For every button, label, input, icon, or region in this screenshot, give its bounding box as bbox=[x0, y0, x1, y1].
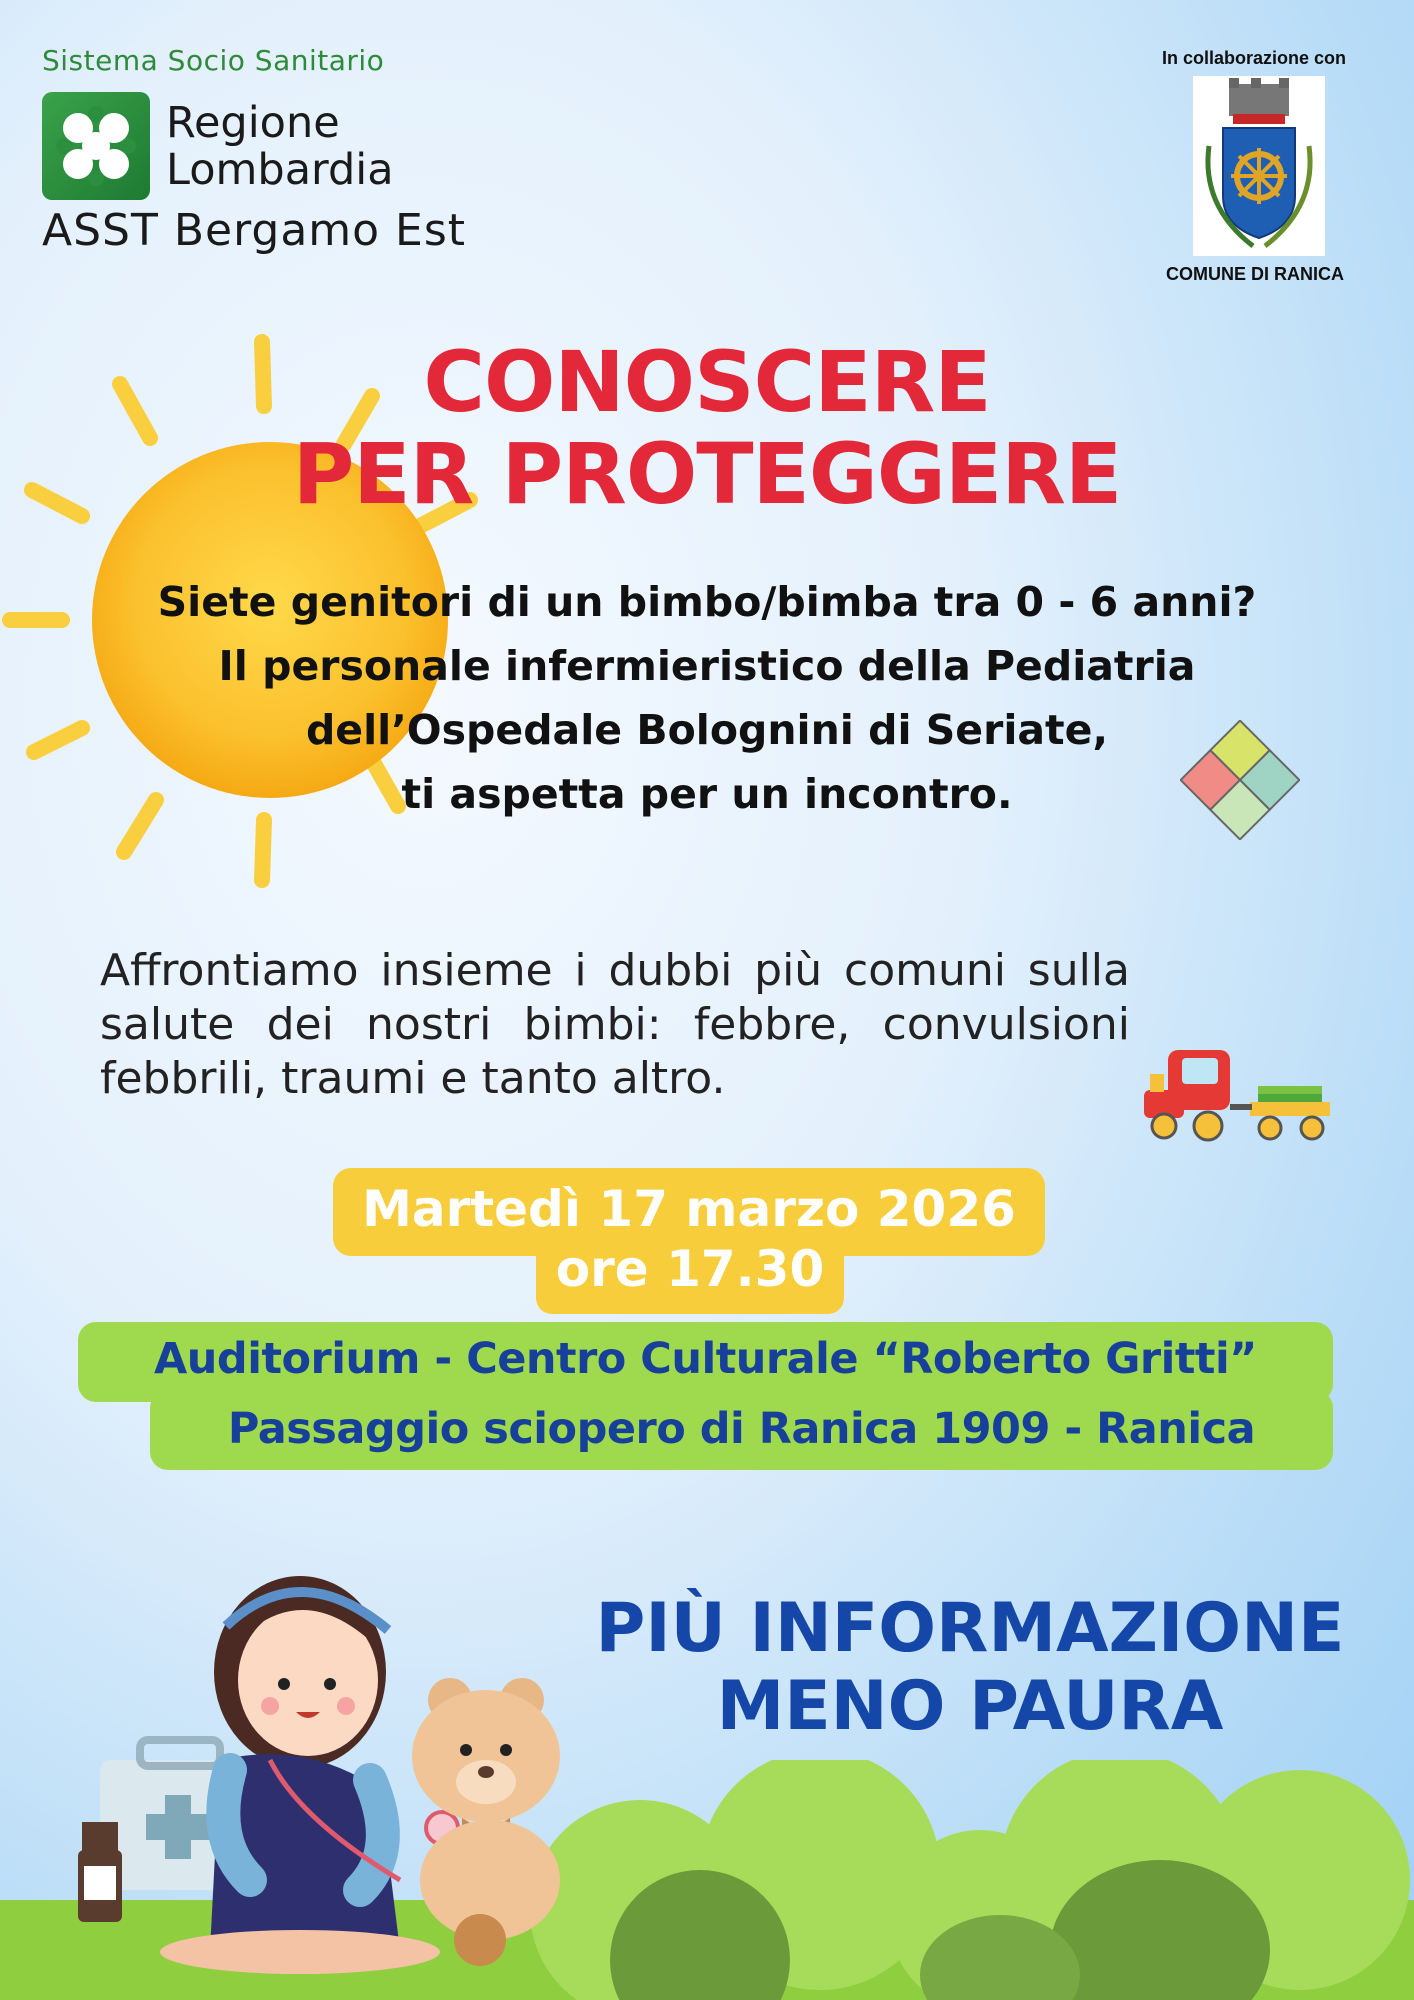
body-text: Affrontiamo insieme i dubbi più comuni sulla salute dei nostri bimbi: febbre, convulsioni febbrili, traumi e tanto altro. bbox=[100, 945, 1130, 1104]
municipality-name: COMUNE DI RANICA bbox=[1166, 264, 1344, 284]
intro-text bbox=[100, 570, 1314, 826]
regione-lombardia-logo-icon bbox=[42, 92, 150, 200]
event-time: ore 17.30 bbox=[555, 1240, 825, 1298]
intro-line: Siete genitori di un bimbo/bimba tra 0 - 6 anni? bbox=[157, 578, 1257, 626]
intro-line: Il personale infermieristico della Pediatria bbox=[218, 642, 1196, 690]
ranica-coat-of-arms-icon bbox=[1193, 76, 1325, 256]
slogan-line2: MENO PAURA bbox=[716, 1667, 1224, 1746]
region-name bbox=[166, 100, 394, 194]
intro-line: dell’Ospedale Bolognini di Seriate, bbox=[305, 706, 1109, 754]
girl-with-teddy-bear-icon bbox=[70, 1560, 560, 1980]
venue-address: Passaggio sciopero di Ranica 1909 - Ranica bbox=[227, 1404, 1256, 1454]
title-line2: PER PROTEGGERE bbox=[292, 425, 1122, 523]
intro-line: ti aspetta per un incontro. bbox=[401, 770, 1013, 818]
system-label: Sistema Socio Sanitario bbox=[42, 44, 385, 77]
collaboration-label: In collaborazione con bbox=[1162, 48, 1347, 68]
puzzle-icon bbox=[1180, 720, 1300, 840]
region-line1: Regione bbox=[166, 98, 340, 148]
toy-train-icon bbox=[1140, 1040, 1340, 1150]
region-line2: Lombardia bbox=[166, 145, 394, 195]
slogan-line1: PIÙ INFORMAZIONE bbox=[595, 1589, 1345, 1668]
asst-name: ASST Bergamo Est bbox=[42, 205, 467, 256]
venue-name: Auditorium - Centro Culturale “Roberto Gritti” bbox=[154, 1334, 1257, 1384]
medicine-bottle-icon bbox=[78, 1822, 122, 1922]
event-date: Martedì 17 marzo 2026 bbox=[362, 1180, 1016, 1238]
title-line1: CONOSCERE bbox=[423, 333, 991, 431]
